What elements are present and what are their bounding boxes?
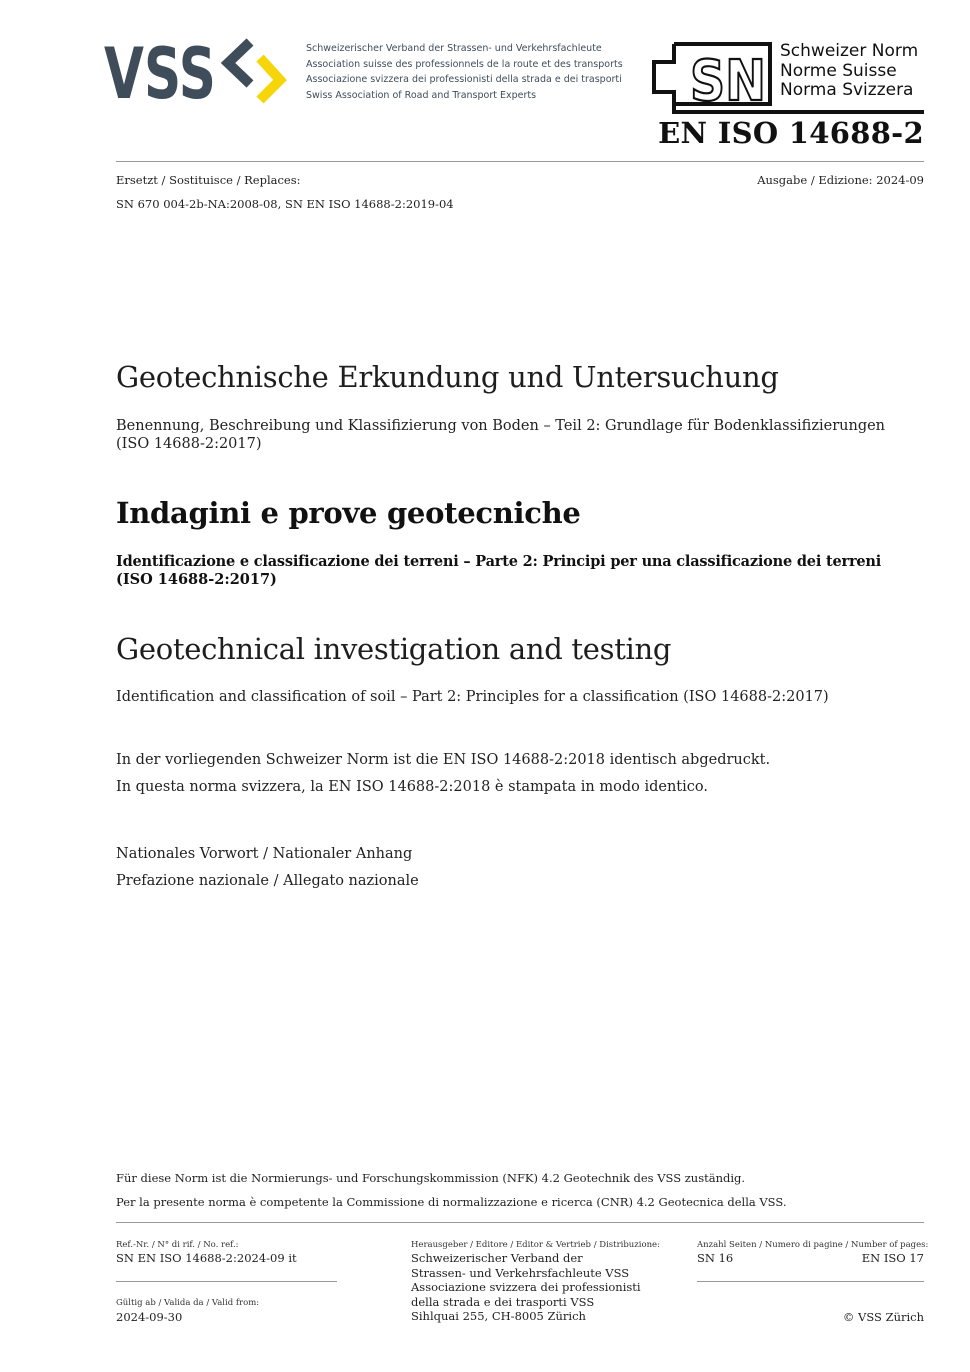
vss-logo [104,36,290,106]
ref-value: SN EN ISO 14688-2:2024-09 it [116,1251,297,1265]
ref-label: Ref.-Nr. / N° di rif. / No. ref.: [116,1240,239,1250]
publisher-line: della strada e dei trasporti VSS [411,1294,595,1309]
association-line-it: Associazione svizzera dei professionisti della strada e dei trasporti [306,74,622,86]
sn-label-fr: Norme Suisse [780,60,897,81]
identical-note-it: In questa norma svizzera, la EN ISO 14688-2:2018 è stampata in modo identico. [116,779,708,795]
publisher-line: Sihlquai 255, CH-8005 Zürich [411,1309,586,1324]
ref-divider [116,1281,337,1282]
title-en: Geotechnical investigation and testing [116,632,672,666]
standard-number: EN ISO 14688-2 [658,116,924,150]
vss-chevron-gray-icon [228,42,250,84]
valid-label: Gültig ab / Valida da / Valid from: [116,1298,260,1308]
valid-value: 2024-09-30 [116,1310,183,1324]
association-line-en: Swiss Association of Road and Transport Experts [306,89,537,101]
publisher-line: Schweizerischer Verband der [411,1251,583,1265]
pages-en: EN ISO 17 [861,1251,924,1265]
subtitle-it-line-1: Identificazione e classificazione dei terreni – Parte 2: Principi per una classificazione dei terreni [116,553,882,570]
association-line-fr: Association suisse des professionnels de la route et des transports [306,58,623,70]
association-names [306,41,623,103]
pages-label: Anzahl Seiten / Numero di pagine / Number of pages: [697,1240,929,1250]
subtitle-de-line-1: Benennung, Beschreibung und Klassifizierung von Boden – Teil 2: Grundlage für Bodenklassifizierungen [116,418,886,434]
subtitle-de-line-2: (ISO 14688-2:2017) [116,436,262,452]
sn-logo-letters: SN [690,49,766,114]
commission-de: Für diese Norm ist die Normierungs- und Forschungskommission (NFK) 4.2 Geotechnik des VSS zuständig. [116,1171,746,1185]
foreword-de: Nationales Vorwort / Nationaler Anhang [116,846,413,862]
subtitle-de [116,417,886,453]
subtitle-en: Identification and classification of soil – Part 2: Principles for a classification (ISO 14688-2:2017) [116,689,829,705]
subtitle-it-line-2: (ISO 14688-2:2017) [116,571,277,588]
header-divider [116,161,924,162]
commission-it: Per la presente norma è competente la Commissione di normalizzazione e ricerca (CNR) 4.2 Geotecnica della VSS. [116,1195,787,1209]
pages-sn: SN 16 [697,1251,734,1265]
title-it: Indagini e prove geotecniche [116,496,581,530]
association-line-de: Schweizerischer Verband der Strassen- und Verkehrsfachleute [306,43,602,54]
publisher-label: Herausgeber / Editore / Editor & Vertrieb / Distribuzione: [411,1240,660,1250]
edition: Ausgabe / Edizione: 2024-09 [757,173,924,187]
vss-chevron-yellow-icon [260,58,280,100]
vss-logo-letters: VSS [104,36,216,106]
publisher-line: Associazione svizzera dei professionisti [411,1280,641,1295]
sn-label-de: Schweizer Norm [780,41,919,61]
replaces-label: Ersetzt / Sostituisce / Replaces: [116,173,301,187]
sn-label-it: Norma Svizzera [780,80,914,100]
identical-note-de: In der vorliegenden Schweizer Norm ist die EN ISO 14688-2:2018 identisch abgedruckt. [116,752,771,768]
publisher-line: Strassen- und Verkehrsfachleute VSS [411,1265,630,1280]
copyright: © VSS Zürich [842,1310,924,1324]
replaces-value: SN 670 004-2b-NA:2008-08, SN EN ISO 14688-2:2019-04 [116,197,454,211]
foreword-it: Prefazione nazionale / Allegato nazionale [116,873,419,889]
publisher-address [411,1251,641,1324]
pages-divider [697,1281,924,1282]
subtitle-it [116,553,882,589]
sn-label [780,42,918,101]
title-de: Geotechnische Erkundung und Untersuchung [116,360,779,394]
footer-divider [116,1222,924,1223]
